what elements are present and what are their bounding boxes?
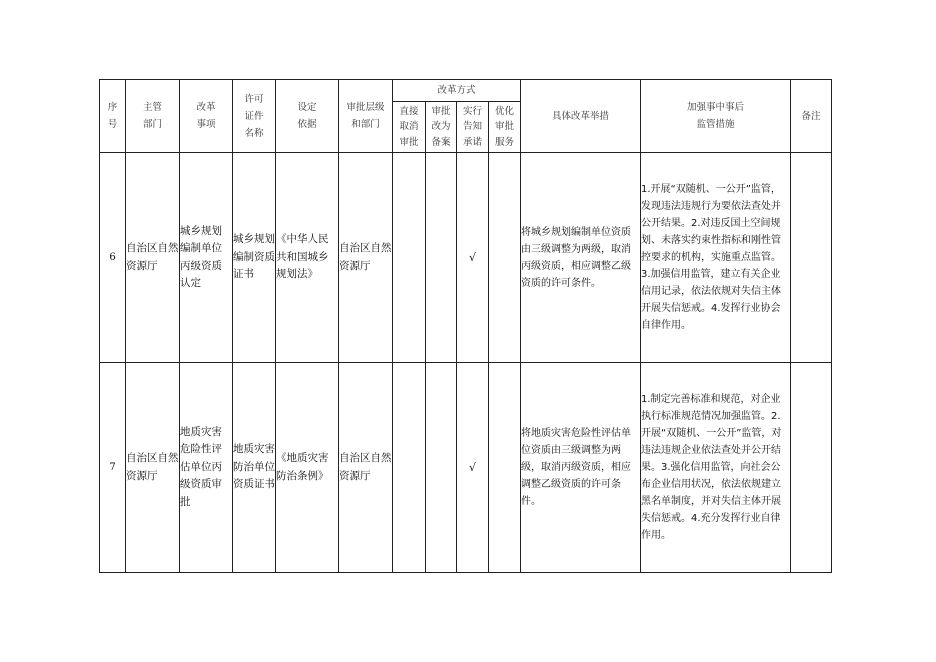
header-license: 许可 证件 名称 [233,80,276,153]
header-level: 审批层级 和部门 [339,80,393,153]
header-mode-cancel: 直接 取消 审批 [393,102,426,153]
row-mode-commit: √ [457,153,489,363]
row-mode-cancel [393,363,426,573]
row-dept: 自治区自然资源厅 [126,363,180,573]
table-row [100,153,832,363]
header-seq: 序 号 [100,80,126,153]
row-dept: 自治区自然资源厅 [126,153,180,363]
header-dept: 主管 部门 [126,80,180,153]
row-item: 城乡规划编制单位丙级资质认定 [180,153,233,363]
row-mode-filing [426,153,457,363]
row-supervision: 1.开展“双随机、一公开”监管，发现违法违规行为要依法查处并公开结果。2.对违反国土空间规划、未落实约束性指标和刚性管控要求的机构，实施重点监管。3.加强信用监管，建立有关企业信用记录，依法依规对失信主体开展失信惩戒。4.发挥行业协会自律作用。 [641,153,791,363]
row-level: 自治区自然资源厅 [339,153,393,363]
row-measures: 将地质灾害危险性评估单位资质由三级调整为两级，取消丙级资质，相应调整乙级资质的许可条件。 [521,363,641,573]
header-mode-filing: 审批 改为 备案 [426,102,457,153]
header-supervision: 加强事中事后 监管措施 [641,80,791,153]
row-mode-filing [426,363,457,573]
row-remarks [791,153,832,363]
row-license: 城乡规划编制资质证书 [233,153,276,363]
header-basis: 设定 依据 [276,80,339,153]
row-license: 地质灾害防治单位资质证书 [233,363,276,573]
row-measures: 将城乡规划编制单位资质由三级调整为两级，取消丙级资质，相应调整乙级资质的许可条件。 [521,153,641,363]
row-item: 地质灾害危险性评估单位丙级资质审批 [180,363,233,573]
table-row [100,363,832,573]
header-measures: 具体改革举措 [521,80,641,153]
header-item: 改革 事项 [180,80,233,153]
reform-table [99,79,832,573]
header-reform-mode: 改革方式 [393,80,521,102]
row-basis: 《地质灾害防治条例》 [276,363,339,573]
header-mode-commit: 实行 告知 承诺 [457,102,489,153]
row-seq: 6 [100,153,126,363]
row-mode-optimize [489,153,521,363]
row-mode-optimize [489,363,521,573]
header-remarks: 备注 [791,80,832,153]
row-level: 自治区自然资源厅 [339,363,393,573]
row-supervision: 1.制定完善标准和规范，对企业执行标准规范情况加强监管。2.开展“双随机、一公开”监管，对违法违规企业依法查处并公开结果。3.强化信用监管，向社会公布企业信用状况，依法依规建立黑名单制度，并对失信主体开展失信惩戒。4.充分发挥行业自律作用。 [641,363,791,573]
row-mode-cancel [393,153,426,363]
row-remarks [791,363,832,573]
row-seq: 7 [100,363,126,573]
row-mode-commit: √ [457,363,489,573]
row-basis: 《中华人民共和国城乡规划法》 [276,153,339,363]
header-mode-optimize: 优化 审批 服务 [489,102,521,153]
